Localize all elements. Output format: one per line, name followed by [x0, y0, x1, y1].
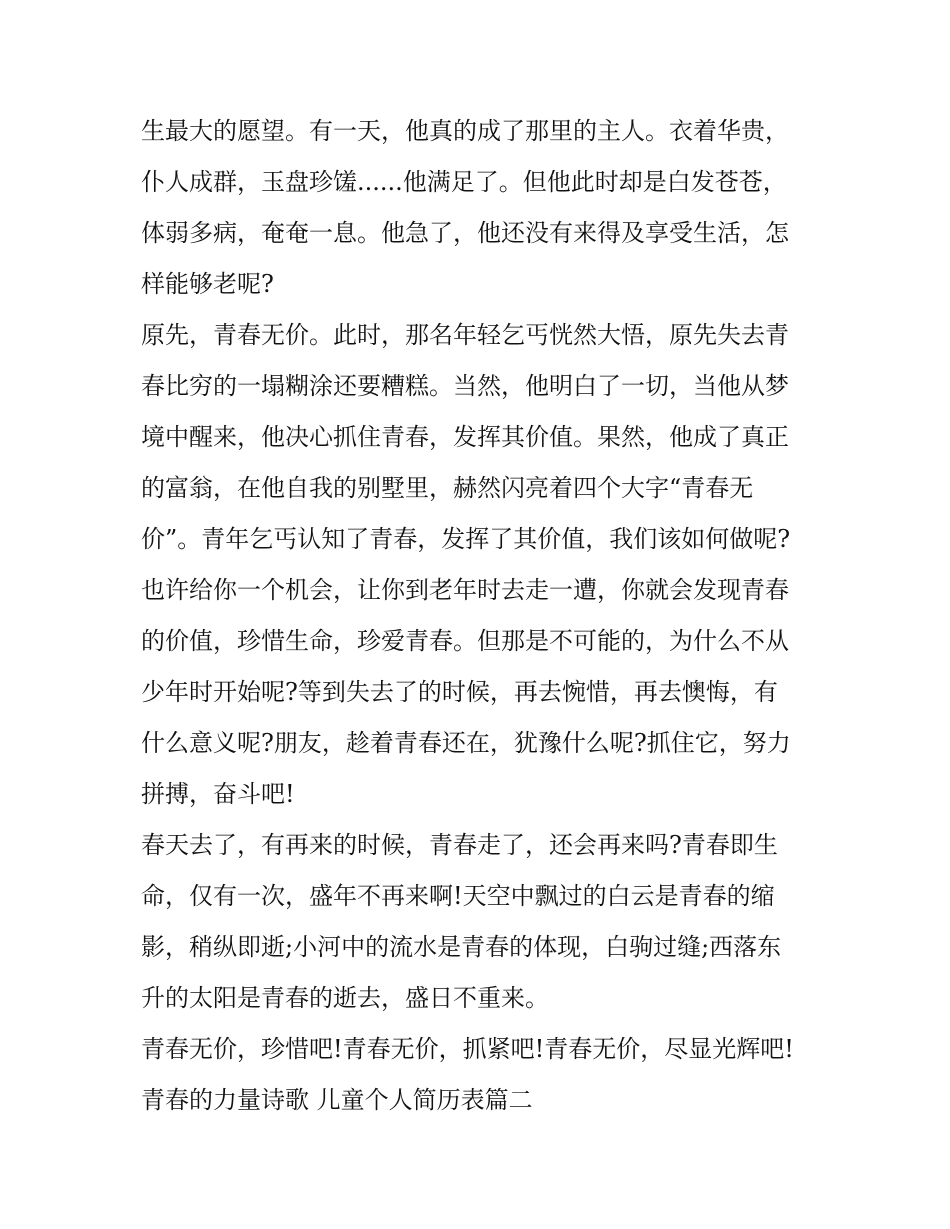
text-line: 春天去了，有再来的时候，青春走了，还会再来吗?青春即生 [141, 831, 778, 859]
section-heading: 青春的力量诗歌 儿童个人简历表篇二 [141, 1086, 533, 1114]
text-line: 仆人成群，玉盘珍馐......他满足了。但他此时却是白发苍苍， [141, 168, 787, 196]
text-line: 命，仅有一次，盛年不再来啊!天空中飘过的白云是青春的缩 [141, 882, 775, 910]
text-line: 生最大的愿望。有一天，他真的成了那里的主人。衣着华贵， [141, 117, 789, 145]
text-line: 少年时开始呢?等到失去了的时候，再去惋惜，再去懊悔，有 [141, 678, 778, 706]
text-line: 影，稍纵即逝;小河中的流水是青春的体现，白驹过缝;西落东 [141, 933, 782, 961]
text-line: 拼搏，奋斗吧! [141, 780, 295, 808]
text-line: 境中醒来，他决心抓住青春，发挥其价值。果然，他成了真正 [141, 423, 789, 451]
text-line: 的价值，珍惜生命，珍爱青春。但那是不可能的，为什么不从 [141, 627, 789, 655]
text-line: 青春无价，珍惜吧!青春无价，抓紧吧!青春无价，尽显光辉吧! [141, 1035, 794, 1063]
text-line: 原先，青春无价。此时，那名年轻乞丐恍然大悟，原先失去青 [141, 321, 789, 349]
text-line: 样能够老呢? [141, 270, 274, 298]
text-line: 春比穷的一塌糊涂还要糟糕。当然，他明白了一切，当他从梦 [141, 372, 789, 400]
text-line: 的富翁，在他自我的别墅里，赫然闪亮着四个大字“青春无 [141, 474, 754, 502]
text-line: 价”。青年乞丐认知了青春，发挥了其价值，我们该如何做呢? [141, 525, 791, 553]
document-body [141, 106, 821, 1126]
text-line: 体弱多病，奄奄一息。他急了，他还没有来得及享受生活，怎 [141, 219, 789, 247]
text-line: 什么意义呢?朋友，趁着青春还在，犹豫什么呢?抓住它，努力 [141, 729, 791, 757]
text-line: 也许给你一个机会，让你到老年时去走一遭，你就会发现青春 [141, 576, 789, 604]
text-line: 升的太阳是青春的逝去，盛日不重来。 [141, 984, 549, 1012]
